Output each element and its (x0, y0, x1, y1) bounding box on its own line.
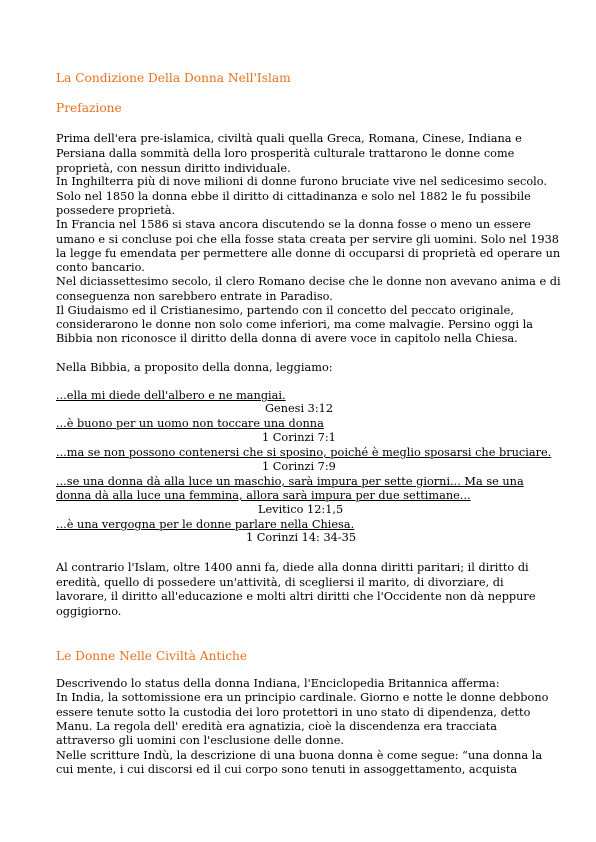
text-line: conto bancario. (56, 261, 145, 274)
text-line: In Inghilterra più di nove milioni di donne furono bruciate vive nel sedicesimo secolo. (56, 175, 547, 188)
text-line: essere tenute sotto la custodia dei loro protettori in uno stato di dipendenza, detto (56, 706, 531, 719)
text-line: Descrivendo lo status della donna Indiana, l'Enciclopedia Britannica afferma: (56, 677, 500, 690)
quote-genesi: ...ella mi diede dell'albero e ne mangiai. (56, 389, 286, 402)
text-line: Nelle scritture Indù, la descrizione di una buona donna è come segue: “una donna la (56, 749, 543, 762)
quote-corinzi-7-9: ...ma se non possono contenersi che si sposino, poiché è meglio sposarsi che bruciare. (56, 446, 552, 459)
text-line: Manu. La regola dell' eredità era agnatizia, cioè la discendenza era tracciata (56, 720, 497, 733)
text-line: umano e si concluse poi che ella fosse stata creata per servire gli uomini. Solo nel 1938 (56, 233, 559, 246)
reference-corinzi-14: 1 Corinzi 14: 34-35 (246, 531, 357, 544)
text-line: attraverso gli uomini con l'esclusione delle donne. (56, 734, 344, 747)
text-line: lavorare, il diritto all'educazione e molti altri diritti che l'Occidente non dà neppure (56, 590, 536, 603)
text-line: cui mente, i cui discorsi ed il cui corpo sono tenuti in assoggettamento, acquista (56, 763, 518, 776)
text-line: Il Giudaismo ed il Cristianesimo, partendo con il concetto del peccato originale, (56, 304, 514, 317)
text-line: Nel diciassettesimo secolo, il clero Romano decise che le donne non avevano anima e di (56, 275, 561, 288)
text-line: Persiana dalla sommità della loro prosperità culturale trattarono le donne come (56, 147, 515, 160)
document-title: La Condizione Della Donna Nell'Islam (56, 71, 291, 85)
text-line: oggigiorno. (56, 605, 122, 618)
quote-levitico-line: donna dà alla luce una femmina, allora sarà impura per due settimane... (56, 489, 471, 502)
quote-levitico-line: ...se una donna dà alla luce un maschio, sarà impura per sette giorni... Ma se una (56, 475, 524, 488)
text-line: In Francia nel 1586 si stava ancora discutendo se la donna fosse o meno un essere (56, 218, 531, 231)
text-line: possedere proprietà. (56, 204, 176, 217)
text-line: In India, la sottomissione era un principio cardinale. Giorno e notte le donne debbono (56, 691, 549, 704)
bible-intro: Nella Bibbia, a proposito della donna, leggiamo: (56, 361, 333, 374)
text-line: Al contrario l'Islam, oltre 1400 anni fa, diede alla donna diritti paritari; il diritto di (56, 561, 529, 574)
text-line: eredità, quello di possedere un'attività, di scegliersi il marito, di divorziare, di (56, 576, 504, 589)
text-line: la legge fu emendata per permettere alle donne di occuparsi di proprietà ed operare un (56, 247, 561, 260)
quote-corinzi-14: ...è una vergogna per le donne parlare nella Chiesa. (56, 518, 355, 531)
text-line: conseguenza non sarebbero entrate in Paradiso. (56, 290, 333, 303)
reference-corinzi-7-1: 1 Corinzi 7:1 (262, 431, 336, 444)
reference-genesi: Genesi 3:12 (265, 402, 334, 415)
quote-corinzi-7-1: ...è buono per un uomo non toccare una donna (56, 417, 324, 430)
text-line: Solo nel 1850 la donna ebbe il diritto di cittadinanza e solo nel 1882 le fu possibile (56, 190, 531, 203)
text-line: Bibbia non riconosce il diritto della donna di avere voce in capitolo nella Chiesa. (56, 332, 518, 345)
reference-corinzi-7-9: 1 Corinzi 7:9 (262, 460, 336, 473)
text-line: Prima dell'era pre-islamica, civiltà quali quella Greca, Romana, Cinese, Indiana e (56, 132, 522, 145)
text-line: proprietà, con nessun diritto individuale. (56, 162, 291, 175)
section-heading-civilta-antiche: Le Donne Nelle Civiltà Antiche (56, 649, 248, 663)
section-heading-prefazione: Prefazione (56, 101, 122, 115)
reference-levitico: Levitico 12:1,5 (258, 503, 344, 516)
text-line: considerarono le donne non solo come inferiori, ma come malvagie. Persino oggi la (56, 318, 534, 331)
